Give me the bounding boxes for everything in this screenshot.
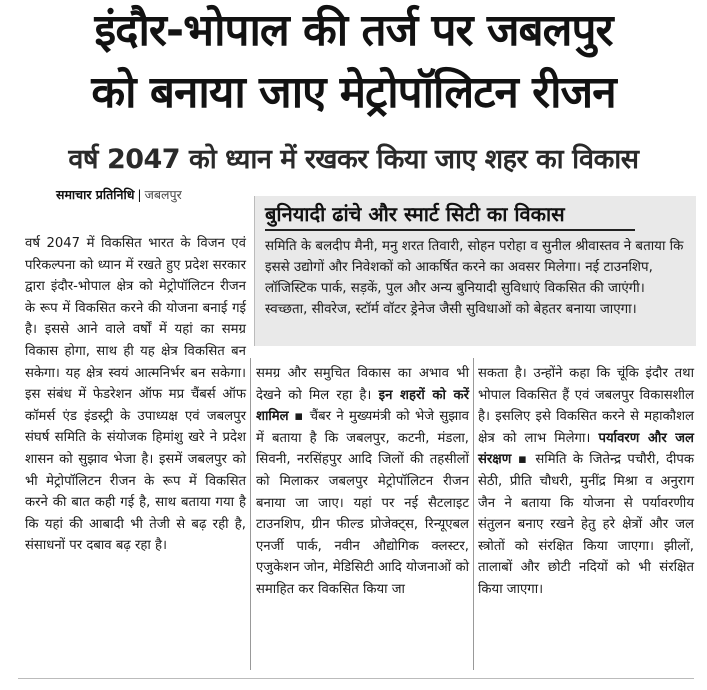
bottom-rule (18, 678, 694, 679)
column-divider (250, 358, 251, 670)
column-2-intro: समग्र और समुचित विकास का अभाव भी देखने को मिल रहा है। (256, 366, 469, 403)
box-title-underline (265, 229, 635, 231)
byline-name: समाचार प्रतिनिधि (56, 187, 135, 202)
box-text: समिति के बलदीप मैनी, मनु शरत तिवारी, सोहन परोहा व सुनील श्रीवास्तव ने बताया कि इससे उद्योगों और निवेशकों को आकर्षित करने का अवसर मिलेगा। नई टाउनशिप, लॉजिस्टिक पार्क, सड़कें, पुल और अन्य बुनियादी सुविधाएं विकसित की जाएंगी। स्वच्छता, सीवरेज, स्टॉर्म वॉटर ड्रेनेज जैसी सुविधाओं को बेहतर बनाया जाएगा। (265, 239, 684, 317)
article-column-1: वर्ष 2047 में विकसित भारत के विजन एवं परिकल्पना को ध्यान में रखते हुए प्रदेश सरकार द्वारा इंदौर-भोपाल क्षेत्र को मेट्रोपॉलिटन रीजन के रूप में विकसित करने की योजना बनाई गई है। इससे आने वाले वर्षों में यहां का समग्र विकास होगा, साथ ही यह क्षेत्र विकसित बन सकेगा। यह क्षेत्र स्वयं आत्मनिर्भर बन सकेगा। इस संबंध में फेडरेशन ऑफ मप्र चैंबर्स ऑफ कॉमर्स एंड इंडस्ट्री के उपाध्यक्ष एवं जबलपुर संघर्ष समिति के संयोजक हिमांशु खरे ने प्रदेश शासन को सुझाव भेजा है। इसमें जबलपुर को भी मेट्रोपॉलिटन रीजन के रूप में विकसित करने की बात कही गई है, साथ बताया गया है कि यहां की आबादी भी तेजी से बढ़ रही है, संसाधनों पर दबाव बढ़ रहा है। (25, 236, 246, 554)
column-3-intro: सकता है। उन्होंने कहा कि चूंकि इंदौर तथा भोपाल विकसित हैं एवं जबलपुर विकासशील है। इसलिए इसे विकसित करने से महाकौशल क्षेत्र को लाभ मिलेगा। (478, 366, 694, 446)
column-3-body: समिति के जितेन्द्र पचौरी, दीपक सेठी, प्रीति चौधरी, मुनींद्र मिश्रा व अनुराग जैन ने बताया कि योजना से पर्यावरणीय संतुलन बनाए रखने हेतु हरे क्षेत्रों और जल स्त्रोतों को संरक्षित किया जाएगा। झीलों, तालाबों और छोटी नदियों को भी संरक्षित किया जाएगा। (478, 452, 694, 597)
column-2-body: चैंबर ने मुख्यमंत्री को भेजे सुझाव में बताया है कि जबलपुर, कटनी, मंडला, सिवनी, नरसिंहपुर आदि जिलों की तहसीलों को मिलाकर जबलपुर मेट्रोपॉलिटन रीजन बनाया जा जाए। यहां पर नई सैटलाइट टाउनशिप, ग्रीन फील्ड प्रोजेक्ट्स, रिन्यूएबल एनर्जी पार्क, नवीन औद्योगिक क्लस्टर, एजुकेशन जोन, मेडिसिटी आदि योजनाओं को समाहित कर विकसित किया जा (256, 409, 469, 597)
box-title: बुनियादी ढांचे और स्मार्ट सिटी का विकास (265, 202, 565, 226)
column-divider (473, 358, 474, 670)
column-3-subheading: पर्यावरण और जल संरक्षण ▪ (478, 430, 694, 468)
article-column-2 (256, 363, 469, 601)
byline-city: जबलपुर (144, 187, 182, 202)
column-2-subheading: इन शहरों को करें शामिल ▪ (256, 387, 469, 425)
byline-separator: | (137, 187, 142, 202)
byline (56, 186, 182, 203)
headline-line-1: इंदौर-भोपाल की तर्ज पर जबलपुर (94, 5, 613, 56)
subheadline: वर्ष 2047 को ध्यान में रखकर किया जाए शहर का विकास (68, 144, 639, 175)
article-column-3 (478, 363, 694, 601)
headline-line-2: को बनाया जाए मेट्रोपॉलिटन रीजन (91, 67, 616, 118)
infrastructure-box (254, 196, 696, 346)
